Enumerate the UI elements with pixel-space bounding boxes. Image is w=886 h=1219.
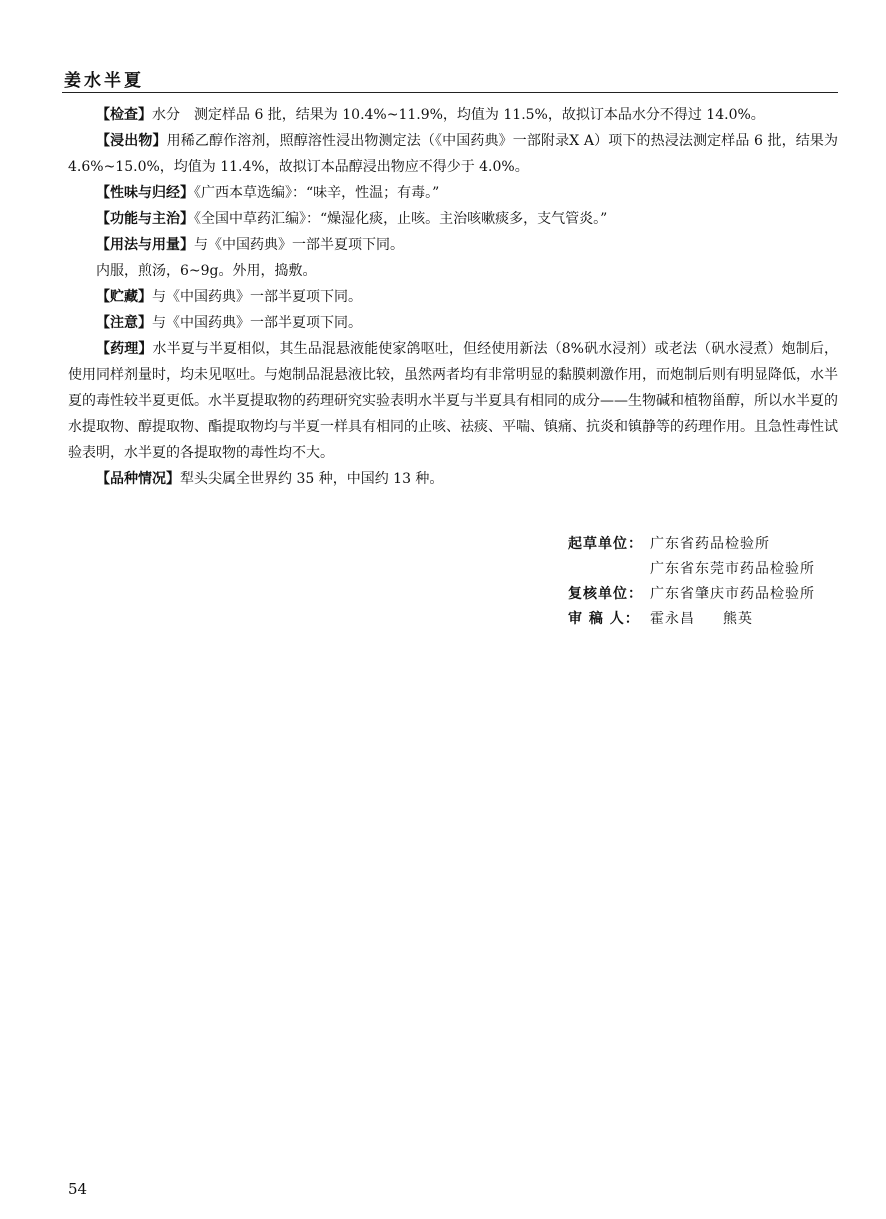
credit-label: 审 稿 人： xyxy=(568,611,640,627)
section-text: 《广西本草选编》：“味辛，性温；有毒。” xyxy=(194,185,440,201)
paragraph-caution xyxy=(68,310,838,336)
section-label: 【检查】 xyxy=(96,107,152,123)
credit-value xyxy=(650,607,753,632)
section-text: 《全国中草药汇编》：“燥湿化痰，止咳。主治咳嗽痰多，支气管炎。” xyxy=(194,211,608,227)
section-label: 【性味与归经】 xyxy=(96,185,194,201)
section-text: 与《中国药典》一部半夏项下同。 xyxy=(152,289,362,305)
section-label: 【贮藏】 xyxy=(96,289,152,305)
paragraph-extract xyxy=(68,128,838,180)
credit-value: 广东省药品检验所 xyxy=(650,536,770,552)
page-number: 54 xyxy=(68,1180,88,1198)
section-label: 【用法与用量】 xyxy=(96,237,194,253)
paragraph-check xyxy=(68,102,838,128)
editor-name: 霍永昌 xyxy=(650,611,695,627)
paragraph-storage xyxy=(68,284,838,310)
section-text: 与《中国药典》一部半夏项下同。 xyxy=(152,315,362,331)
section-text: 水半夏与半夏相似，其生品混悬液能使家鸽呕吐，但经使用新法（8%矾水浸剂）或老法（矾水浸煮）炮制后，使用同样剂量时，均未见呕吐。与炮制品混悬液比较，虽然两者均有非常明显的黏膜刺激作用，而炮制后则有明显降低，水半夏的毒性较半夏更低。水半夏提取物的药理研究实验表明水半夏与半夏具有相同的成分——生物碱和植物甾醇，所以水半夏的水提取物、醇提取物、酯提取物均与半夏一样具有相同的止咳、祛痰、平喘、镇痛、抗炎和镇静等的药理作用。且急性毒性试验表明，水半夏的各提取物的毒性均不大。 xyxy=(68,341,839,461)
paragraph-usage xyxy=(68,232,838,258)
paragraph-function xyxy=(68,206,838,232)
credit-label: 起草单位： xyxy=(568,536,643,552)
editor-name: 熊英 xyxy=(723,611,753,627)
credit-review-row xyxy=(568,582,815,607)
document-body xyxy=(68,102,838,492)
credits-block xyxy=(568,532,815,632)
section-label: 【浸出物】 xyxy=(96,133,167,149)
credit-draft-row xyxy=(568,532,815,557)
section-label: 【品种情况】 xyxy=(96,471,180,487)
section-text: 与《中国药典》一部半夏项下同。 xyxy=(194,237,404,253)
credit-value: 广东省东莞市药品检验所 xyxy=(650,561,815,577)
paragraph-pharmacology xyxy=(68,336,838,466)
section-text: 内服，煎汤，6~9g。外用，捣敷。 xyxy=(96,263,317,279)
running-header: 姜水半夏 xyxy=(64,71,144,91)
paragraph-species xyxy=(68,466,838,492)
section-text: 用稀乙醇作溶剂，照醇溶性浸出物测定法（《中国药典》一部附录Ⅹ A）项下的热浸法测定样品 6 批，结果为 4.6%~15.0%，均值为 11.4%，故拟订本品醇浸出物应不得少于 4.0%。 xyxy=(68,133,838,175)
section-text: 犁头尖属全世界约 35 种，中国约 13 种。 xyxy=(180,471,444,487)
section-label: 【注意】 xyxy=(96,315,152,331)
credit-draft-row-2 xyxy=(568,557,815,582)
credit-editor-row xyxy=(568,607,815,632)
credit-value: 广东省肇庆市药品检验所 xyxy=(650,586,815,602)
paragraph-dosage xyxy=(68,258,838,284)
credit-label: 复核单位： xyxy=(568,586,643,602)
section-label: 【功能与主治】 xyxy=(96,211,194,227)
paragraph-nature xyxy=(68,180,838,206)
header-rule xyxy=(62,92,838,93)
section-label: 【药理】 xyxy=(96,341,153,357)
section-text: 水分 测定样品 6 批，结果为 10.4%~11.9%，均值为 11.5%，故拟订本品水分不得过 14.0%。 xyxy=(152,107,765,123)
